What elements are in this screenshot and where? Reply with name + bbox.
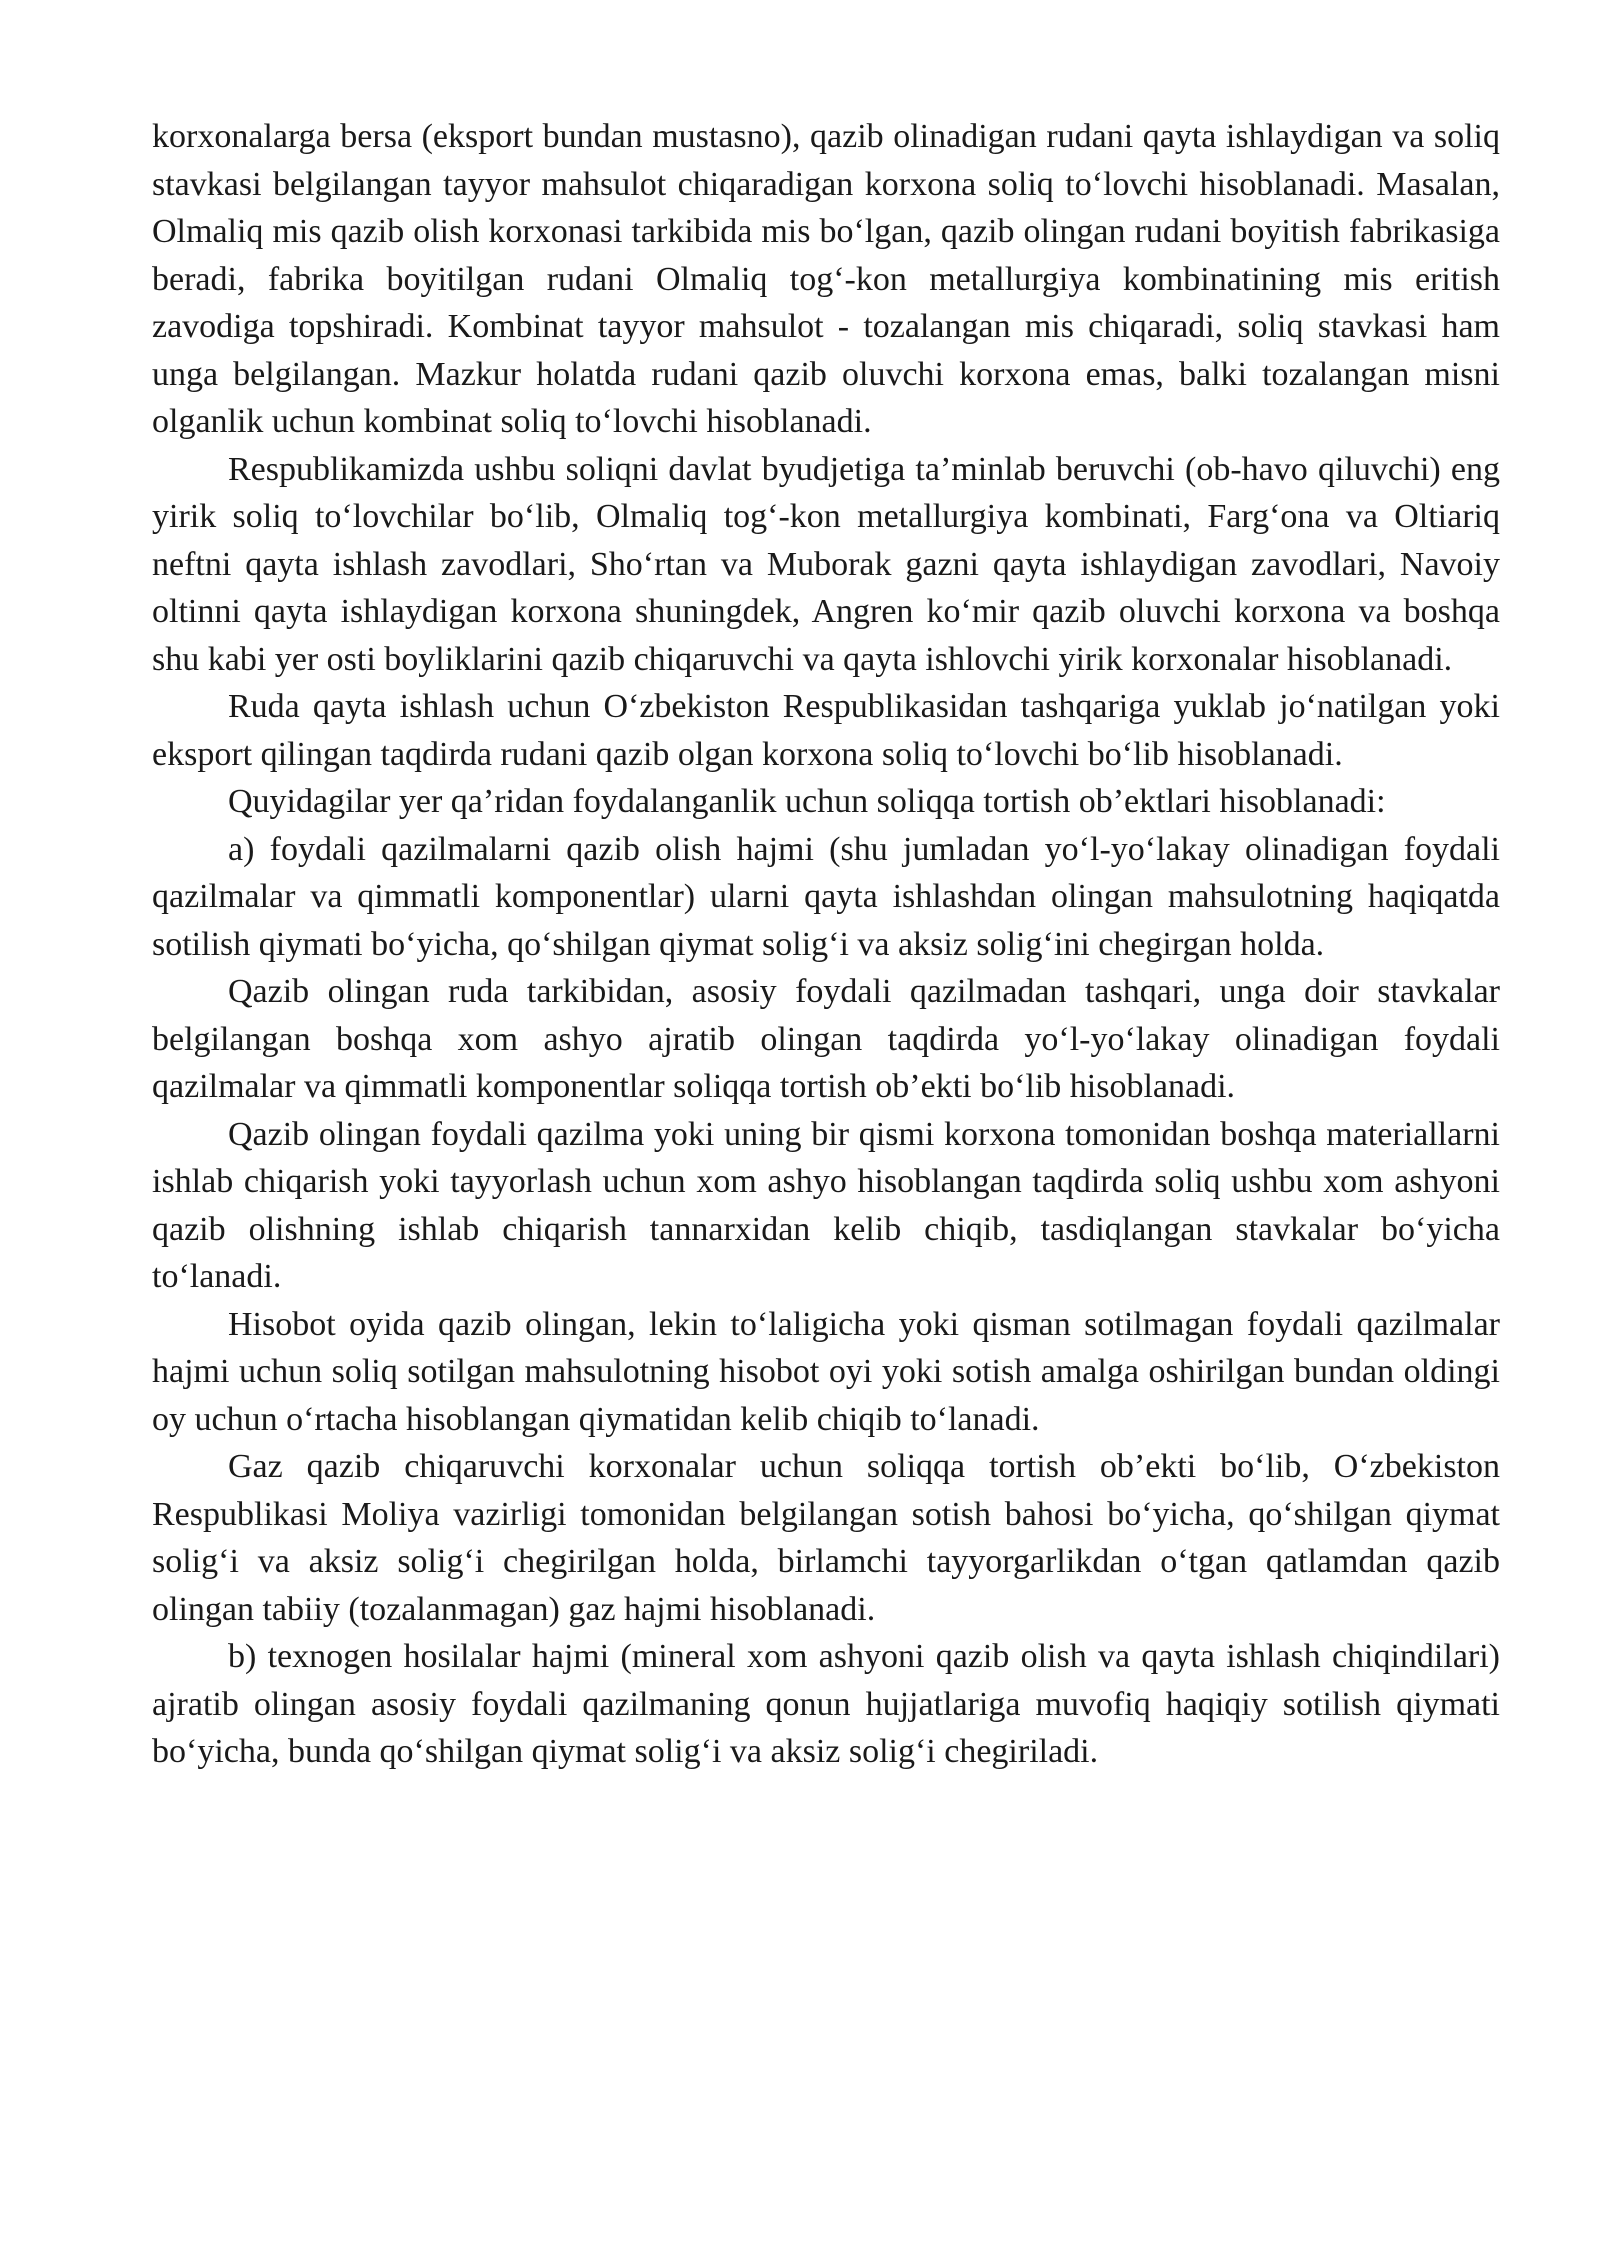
paragraph-5: a) foydali qazilmalarni qazib olish hajmi (shu jumladan yo‘l-yo‘lakay olinadigan foydali qazilmalar va qimmatli komponentlar) ularni qayta ishlashdan olingan mahsulotning haqiqatda sotilish qiymati bo‘yicha, qo‘shilgan qiymat solig‘i va aksiz solig‘ini chegirgan holda. bbox=[152, 830, 1500, 963]
paragraph-2: Respublikamizda ushbu soliqni davlat byudjetiga ta’minlab beruvchi (ob-havo qiluvchi) eng yirik soliq to‘lovchilar bo‘lib, Olmaliq tog‘-kon metallurgiya kombinati, Farg‘ona va Oltiariq neftni qayta ishlash zavodlari, Sho‘rtan va Muborak gazni qayta ishlaydigan zavodlari, Navoiy oltinni qayta ishlaydigan korxona shuningdek, Angren ko‘mir qazib oluvchi korxona va boshqa shu kabi yer osti boyliklarini qazib chiqaruvchi va qayta ishlovchi yirik korxonalar hisoblanadi. bbox=[152, 450, 1500, 678]
paragraph-1: korxonalarga bersa (eksport bundan mustasno), qazib olinadigan rudani qayta ishlaydigan va soliq stavkasi belgilangan tayyor mahsulot chiqaradigan korxona soliq to‘lovchi hisoblanadi. Masalan, Olmaliq mis qazib olish korxonasi tarkibida mis bo‘lgan, qazib olingan rudani boyitish fabrikasiga beradi, fabrika boyitilgan rudani Olmaliq tog‘-kon metallurgiya kombinatining mis eritish zavodiga topshiradi. Kombinat tayyor mahsulot - tozalangan mis chiqaradi, soliq stavkasi ham unga belgilangan. Mazkur holatda rudani qazib oluvchi korxona emas, balki tozalangan misni olganlik uchun kombinat soliq to‘lovchi hisoblanadi. bbox=[152, 118, 1500, 440]
paragraph-10: b) texnogen hosilalar hajmi (mineral xom ashyoni qazib olish va qayta ishlash chiqindilari) ajratib olingan asosiy foydali qazilmaning qonun hujjatlariga muvofiq haqiqiy sotilish qiymati bo‘yicha, bunda qo‘shilgan qiymat solig‘i va aksiz solig‘i chegiriladi. bbox=[152, 1638, 1500, 1770]
paragraph-9: Gaz qazib chiqaruvchi korxonalar uchun soliqqa tortish ob’ekti bo‘lib, O‘zbekiston Respublikasi Moliya vazirligi tomonidan belgilangan sotish bahosi bo‘yicha, qo‘shilgan qiymat solig‘i va aksiz solig‘i chegirilgan holda, birlamchi tayyorgarlikdan o‘tgan qatlamdan qazib olingan tabiiy (tozalanmagan) gaz hajmi hisoblanadi. bbox=[152, 1448, 1500, 1628]
paragraph-4: Quyidagilar yer qa’ridan foydalanganlik uchun soliqqa tortish ob’ektlari hisoblanadi: bbox=[228, 783, 1386, 820]
paragraph-7: Qazib olingan foydali qazilma yoki uning bir qismi korxona tomonidan boshqa materiallarni ishlab chiqarish yoki tayyorlash uchun xom ashyo hisoblangan taqdirda soliq ushbu xom ashyoni qazib olishning ishlab chiqarish tannarxidan kelib chiqib, tasdiqlangan stavkalar bo‘yicha to‘lanadi. bbox=[152, 1115, 1500, 1295]
paragraph-8: Hisobot oyida qazib olingan, lekin to‘laligicha yoki qisman sotilmagan foydali qazilmalar hajmi uchun soliq sotilgan mahsulotning hisobot oyi yoki sotish amalga oshirilgan bundan oldingi oy uchun o‘rtacha hisoblangan qiymatidan kelib chiqib to‘lanadi. bbox=[152, 1305, 1500, 1438]
paragraph-6: Qazib olingan ruda tarkibidan, asosiy foydali qazilmadan tashqari, unga doir stavkalar belgilangan boshqa xom ashyo ajratib olingan taqdirda yo‘l-yo‘lakay olinadigan foydali qazilmalar va qimmatli komponentlar soliqqa tortish ob’ekti bo‘lib hisoblanadi. bbox=[152, 973, 1500, 1105]
document-page bbox=[152, 113, 1500, 1776]
paragraph-3: Ruda qayta ishlash uchun O‘zbekiston Respublikasidan tashqariga yuklab jo‘natilgan yoki eksport qilingan taqdirda rudani qazib olgan korxona soliq to‘lovchi bo‘lib hisoblanadi. bbox=[152, 688, 1500, 773]
